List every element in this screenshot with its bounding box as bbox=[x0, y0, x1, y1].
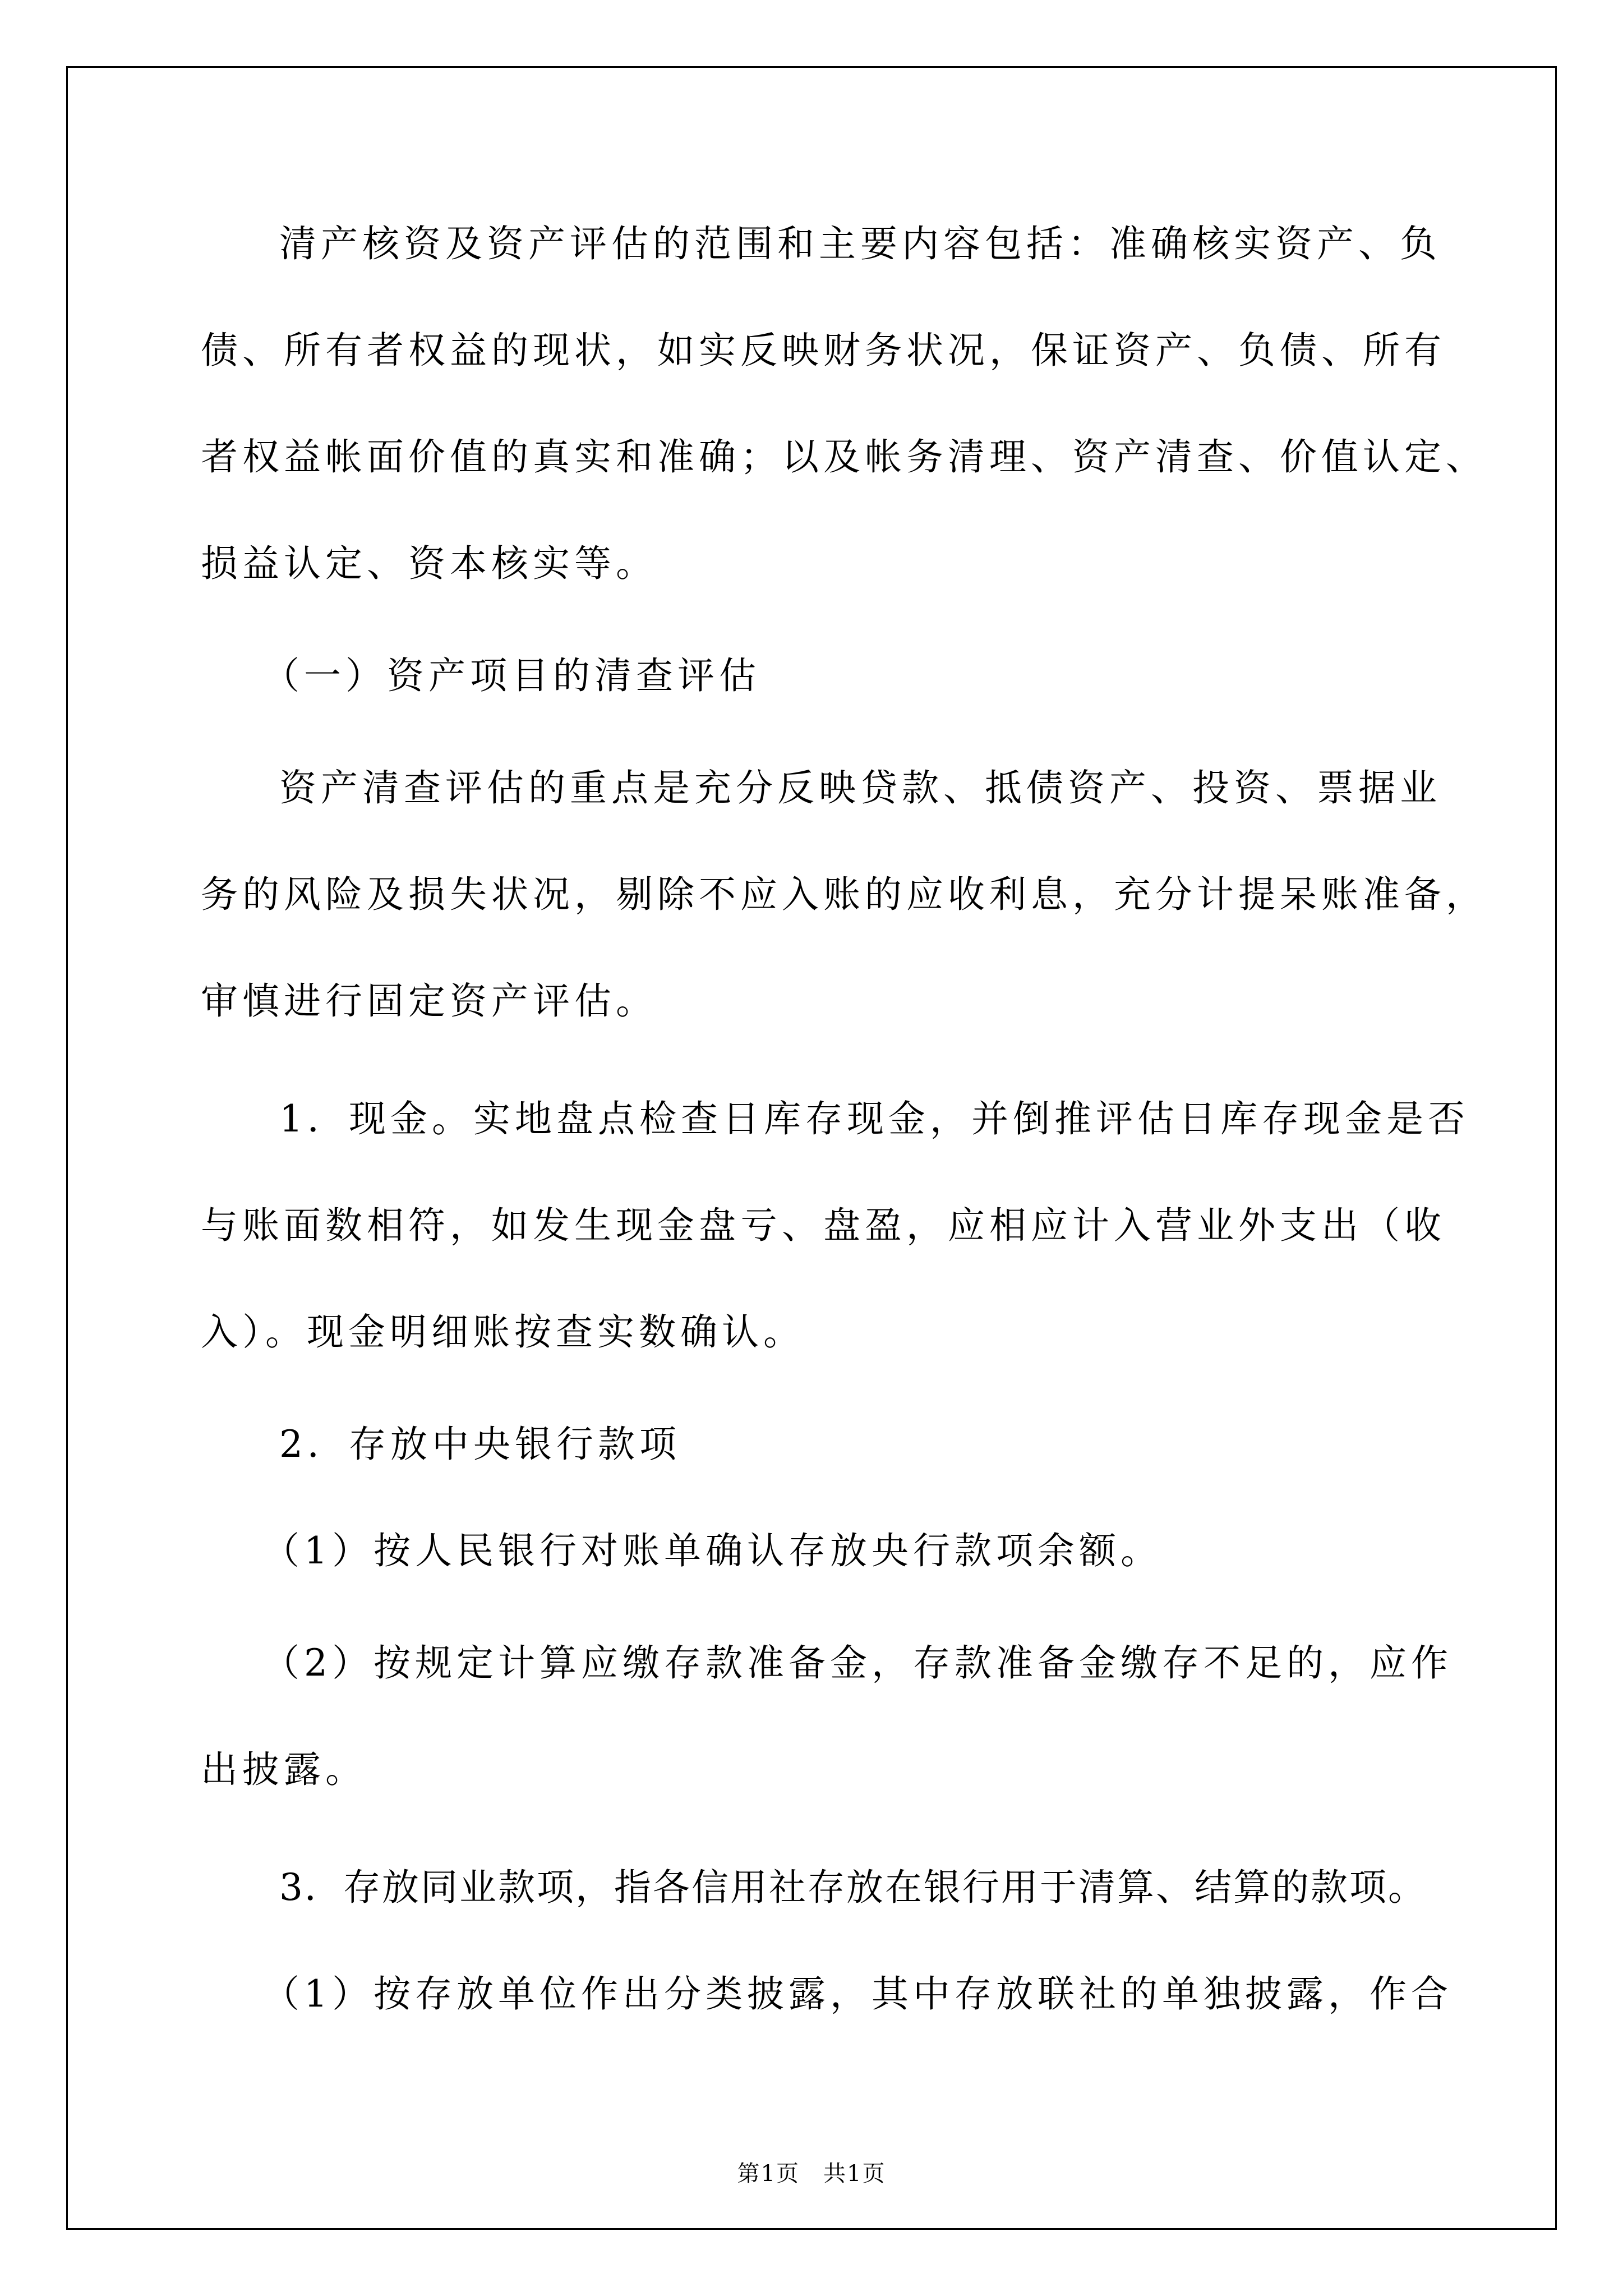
page-footer: 第1页 共1页 bbox=[737, 2161, 886, 2187]
section-heading-1: （一）资产项目的清查评估 bbox=[262, 654, 760, 697]
paragraph-1-line-1: 清产核资及资产评估的范围和主要内容包括：准确核实资产、负 bbox=[279, 222, 1441, 265]
item-1-line-2: 与账面数相符，如发生现金盘亏、盘盈，应相应计入营业外支出（收 bbox=[201, 1204, 1446, 1247]
paragraph-2-line-1: 资产清查评估的重点是充分反映贷款、抵债资产、投资、票据业 bbox=[279, 766, 1441, 809]
item-3-sub-1: （1）按存放单位作出分类披露，其中存放联社的单独披露，作合 bbox=[262, 1972, 1453, 2016]
item-1-line-3: 入）。现金明细账按查实数确认。 bbox=[201, 1310, 805, 1354]
paragraph-1-line-4: 损益认定、资本核实等。 bbox=[201, 542, 657, 585]
item-3-heading: 3．存放同业款项，指各信用社存放在银行用于清算、结算的款项。 bbox=[279, 1866, 1427, 1909]
item-1-line-1: 1．现金。实地盘点检查日库存现金，并倒推评估日库存现金是否 bbox=[279, 1097, 1469, 1140]
paragraph-1-line-3: 者权益帐面价值的真实和准确；以及帐务清理、资产清查、价值认定、 bbox=[201, 435, 1487, 478]
paragraph-1-line-2: 债、所有者权益的现状，如实反映财务状况，保证资产、负债、所有 bbox=[201, 329, 1446, 372]
paragraph-2-line-3: 审慎进行固定资产评估。 bbox=[201, 979, 657, 1023]
paragraph-2-line-2: 务的风险及损失状况，剔除不应入账的应收利息，充分计提呆账准备， bbox=[201, 873, 1487, 916]
item-2-sub-1: （1）按人民银行对账单确认存放央行款项余额。 bbox=[262, 1529, 1162, 1572]
item-2-sub-2-line-1: （2）按规定计算应缴存款准备金，存款准备金缴存不足的，应作 bbox=[262, 1641, 1453, 1685]
item-2-sub-2-line-2: 出披露。 bbox=[201, 1748, 367, 1791]
item-2-heading: 2．存放中央银行款项 bbox=[279, 1423, 681, 1466]
